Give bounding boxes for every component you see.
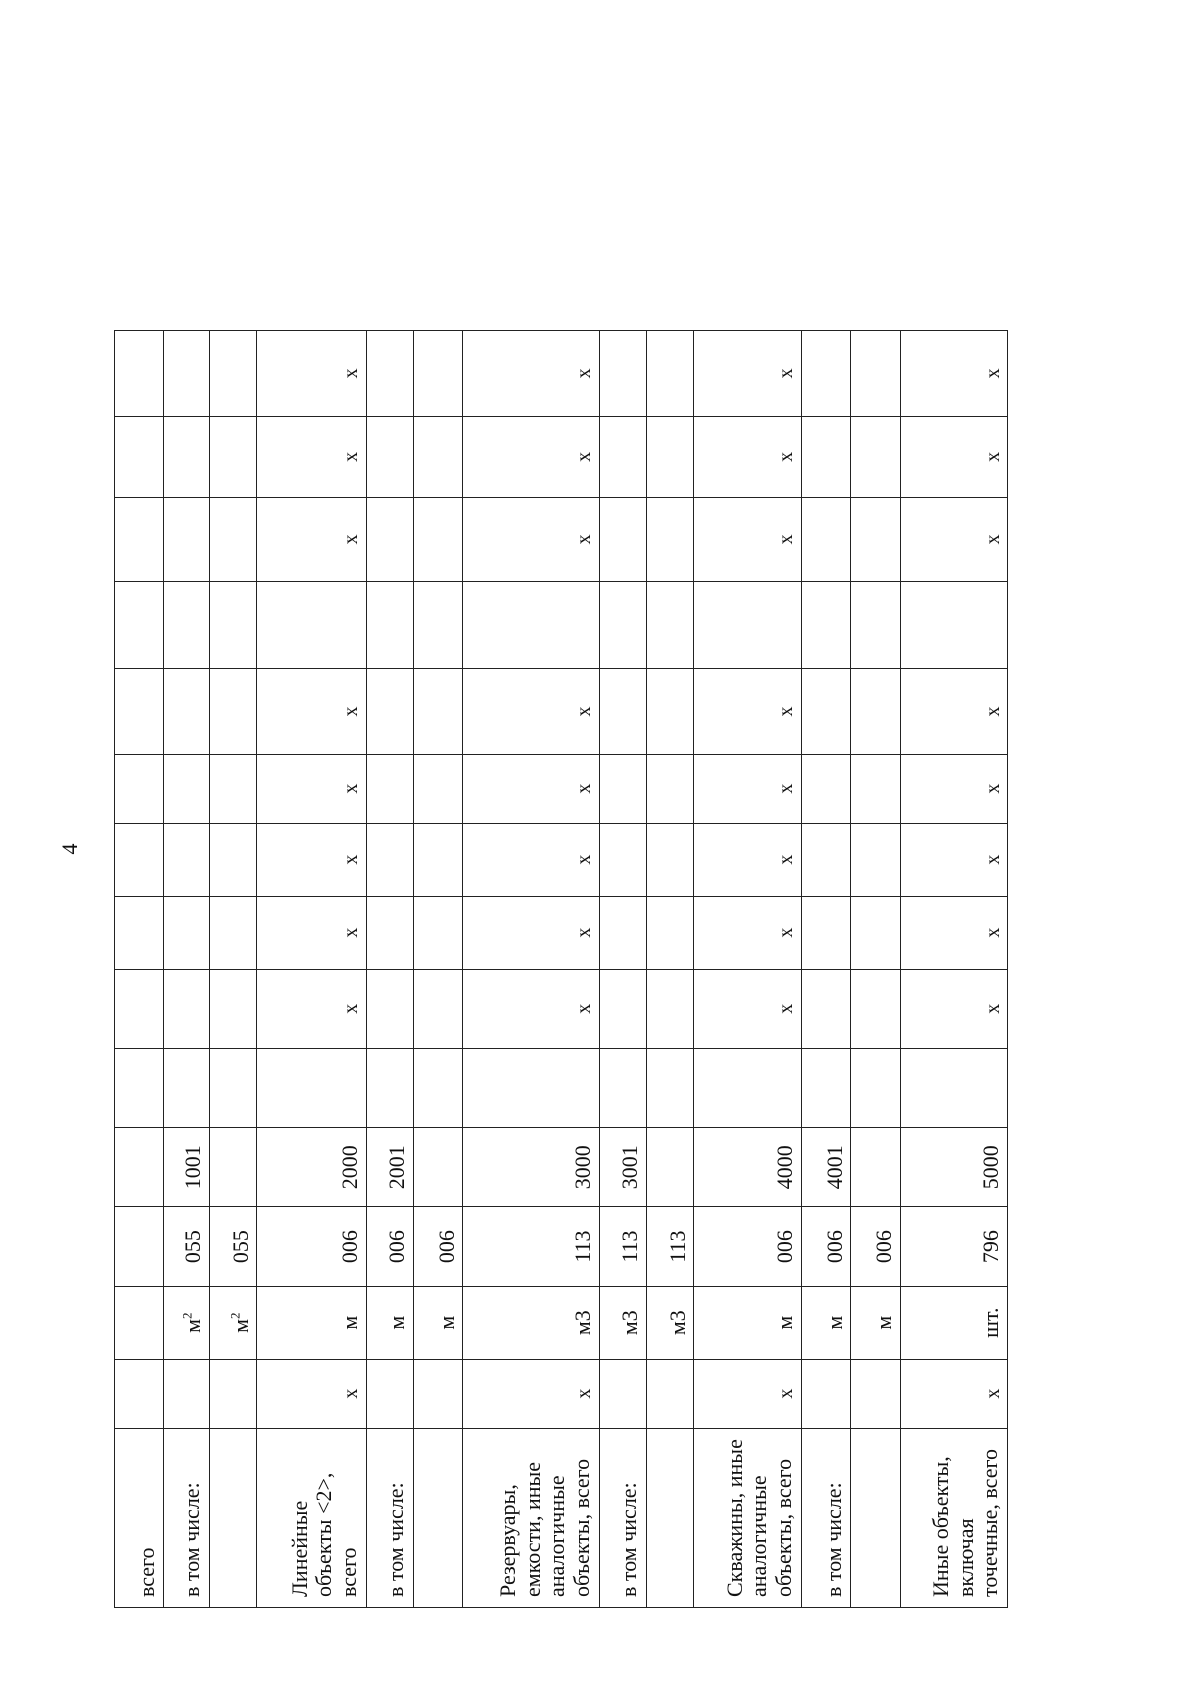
table-row bbox=[647, 331, 694, 1608]
unit-cell bbox=[115, 1286, 164, 1359]
data-cell bbox=[115, 969, 164, 1048]
data-cell bbox=[413, 581, 462, 669]
row-code-cell: 2001 bbox=[366, 1128, 413, 1207]
data-cell bbox=[851, 896, 900, 969]
table-row bbox=[257, 331, 366, 1608]
data-cell bbox=[257, 1048, 366, 1127]
unit-code-cell: 006 bbox=[694, 1207, 801, 1286]
data-cell: x bbox=[257, 416, 366, 497]
data-cell bbox=[366, 754, 413, 823]
data-cell: x bbox=[694, 754, 801, 823]
row-code-cell: 4001 bbox=[801, 1128, 850, 1207]
data-cell: x bbox=[694, 498, 801, 581]
row-label-cell: в том числе: bbox=[801, 1428, 850, 1607]
rotated-table-container bbox=[114, 330, 1008, 1608]
row-label-cell: Иные объекты, включая точечные, всего bbox=[900, 1428, 1007, 1607]
unit-cell bbox=[801, 1286, 850, 1359]
row-label-cell bbox=[647, 1428, 694, 1607]
data-cell: x bbox=[900, 498, 1007, 581]
data-cell bbox=[647, 1048, 694, 1127]
data-cell: x bbox=[257, 823, 366, 896]
unit-cell bbox=[851, 1286, 900, 1359]
unit-cell bbox=[900, 1286, 1007, 1359]
data-cell bbox=[463, 1048, 599, 1127]
data-cell bbox=[801, 416, 850, 497]
data-cell bbox=[851, 754, 900, 823]
data-cell bbox=[647, 331, 694, 417]
data-cell bbox=[209, 669, 256, 755]
row-label-cell: Скважины, иные аналогичные объекты, всего bbox=[694, 1428, 801, 1607]
data-cell bbox=[366, 1048, 413, 1127]
data-cell: x bbox=[694, 416, 801, 497]
data-cell bbox=[115, 416, 164, 497]
table-body bbox=[115, 331, 1008, 1608]
unit-code-cell bbox=[115, 1207, 164, 1286]
objects-table bbox=[114, 330, 1008, 1608]
data-cell bbox=[801, 1048, 850, 1127]
data-cell bbox=[366, 498, 413, 581]
data-cell: x bbox=[463, 754, 599, 823]
data-cell bbox=[413, 754, 462, 823]
unit-code-cell: 055 bbox=[164, 1207, 209, 1286]
data-cell: x bbox=[900, 969, 1007, 1048]
data-cell bbox=[851, 969, 900, 1048]
data-cell: x bbox=[257, 896, 366, 969]
data-cell bbox=[366, 669, 413, 755]
data-cell bbox=[115, 896, 164, 969]
data-cell bbox=[164, 416, 209, 497]
row-label-cell bbox=[851, 1428, 900, 1607]
data-cell bbox=[115, 331, 164, 417]
data-cell bbox=[413, 669, 462, 755]
data-cell bbox=[164, 896, 209, 969]
unit-code-cell: 006 bbox=[366, 1207, 413, 1286]
col2-cell bbox=[801, 1359, 850, 1428]
data-cell bbox=[599, 1048, 646, 1127]
unit-code-cell: 006 bbox=[413, 1207, 462, 1286]
data-cell bbox=[801, 754, 850, 823]
unit-text: м bbox=[227, 1319, 253, 1333]
unit-text: м bbox=[871, 1315, 896, 1330]
data-cell: x bbox=[900, 823, 1007, 896]
data-cell bbox=[851, 669, 900, 755]
col2-cell: x bbox=[694, 1359, 801, 1428]
unit-code-cell: 113 bbox=[463, 1207, 599, 1286]
data-cell bbox=[900, 1048, 1007, 1127]
data-cell bbox=[164, 1048, 209, 1127]
data-cell bbox=[115, 823, 164, 896]
data-cell bbox=[209, 331, 256, 417]
unit-cell bbox=[463, 1286, 599, 1359]
table-row bbox=[209, 331, 256, 1608]
data-cell bbox=[115, 498, 164, 581]
data-cell: x bbox=[694, 969, 801, 1048]
data-cell: x bbox=[463, 331, 599, 417]
data-cell bbox=[413, 823, 462, 896]
row-label-cell bbox=[209, 1428, 256, 1607]
data-cell bbox=[694, 1048, 801, 1127]
data-cell: x bbox=[463, 969, 599, 1048]
row-label-cell bbox=[413, 1428, 462, 1607]
col2-cell bbox=[164, 1359, 209, 1428]
data-cell bbox=[366, 416, 413, 497]
row-code-cell bbox=[647, 1128, 694, 1207]
row-code-cell: 3000 bbox=[463, 1128, 599, 1207]
data-cell bbox=[647, 969, 694, 1048]
unit-cell bbox=[209, 1286, 256, 1359]
data-cell bbox=[115, 754, 164, 823]
data-cell bbox=[413, 969, 462, 1048]
data-cell bbox=[209, 754, 256, 823]
col2-cell bbox=[115, 1359, 164, 1428]
unit-code-cell: 796 bbox=[900, 1207, 1007, 1286]
data-cell: x bbox=[900, 896, 1007, 969]
table-row bbox=[851, 331, 900, 1608]
data-cell bbox=[599, 669, 646, 755]
data-cell bbox=[413, 498, 462, 581]
data-cell bbox=[413, 1048, 462, 1127]
unit-code-cell: 006 bbox=[257, 1207, 366, 1286]
data-cell: x bbox=[463, 896, 599, 969]
unit-superscript: 2 bbox=[179, 1312, 195, 1319]
data-cell bbox=[257, 581, 366, 669]
data-cell bbox=[413, 896, 462, 969]
data-cell bbox=[647, 498, 694, 581]
data-cell bbox=[801, 581, 850, 669]
unit-superscript: 2 bbox=[227, 1312, 243, 1319]
unit-cell bbox=[694, 1286, 801, 1359]
data-cell: x bbox=[257, 754, 366, 823]
unit-text: м3 bbox=[569, 1310, 595, 1336]
unit-text: шт. bbox=[978, 1307, 1004, 1338]
table-row bbox=[366, 331, 413, 1608]
data-cell: x bbox=[257, 498, 366, 581]
data-cell bbox=[115, 669, 164, 755]
data-cell: x bbox=[900, 416, 1007, 497]
row-label-cell: Резервуары, емкости, иные аналогичные объекты, всего bbox=[463, 1428, 599, 1607]
data-cell bbox=[164, 669, 209, 755]
unit-text: м bbox=[336, 1315, 362, 1330]
col2-cell bbox=[209, 1359, 256, 1428]
data-cell: x bbox=[900, 331, 1007, 417]
data-cell bbox=[164, 823, 209, 896]
data-cell bbox=[115, 581, 164, 669]
table-row bbox=[599, 331, 646, 1608]
unit-code-cell: 113 bbox=[599, 1207, 646, 1286]
data-cell bbox=[164, 581, 209, 669]
row-code-cell bbox=[209, 1128, 256, 1207]
col2-cell bbox=[366, 1359, 413, 1428]
data-cell bbox=[366, 823, 413, 896]
table-row bbox=[115, 331, 164, 1608]
page-number: 4 bbox=[57, 843, 82, 855]
data-cell bbox=[115, 1048, 164, 1127]
row-code-cell: 2000 bbox=[257, 1128, 366, 1207]
data-cell bbox=[647, 669, 694, 755]
row-code-cell: 5000 bbox=[900, 1128, 1007, 1207]
unit-text: м3 bbox=[617, 1310, 643, 1336]
unit-code-cell: 113 bbox=[647, 1207, 694, 1286]
data-cell: x bbox=[257, 331, 366, 417]
data-cell bbox=[209, 1048, 256, 1127]
data-cell bbox=[647, 416, 694, 497]
data-cell bbox=[164, 331, 209, 417]
data-cell bbox=[209, 581, 256, 669]
data-cell bbox=[209, 896, 256, 969]
unit-text: м bbox=[384, 1315, 410, 1330]
data-cell: x bbox=[694, 331, 801, 417]
data-cell bbox=[209, 969, 256, 1048]
col2-cell: x bbox=[463, 1359, 599, 1428]
data-cell: x bbox=[694, 669, 801, 755]
data-cell: x bbox=[900, 754, 1007, 823]
row-code-cell bbox=[851, 1128, 900, 1207]
col2-cell: x bbox=[900, 1359, 1007, 1428]
data-cell bbox=[647, 581, 694, 669]
row-label-cell: всего bbox=[115, 1428, 164, 1607]
data-cell bbox=[599, 416, 646, 497]
data-cell: x bbox=[257, 969, 366, 1048]
data-cell bbox=[413, 331, 462, 417]
row-label-cell: в том числе: bbox=[366, 1428, 413, 1607]
data-cell bbox=[599, 823, 646, 896]
data-cell: x bbox=[463, 416, 599, 497]
data-cell bbox=[647, 754, 694, 823]
data-cell bbox=[599, 498, 646, 581]
data-cell bbox=[209, 416, 256, 497]
data-cell bbox=[599, 581, 646, 669]
col2-cell bbox=[851, 1359, 900, 1428]
data-cell bbox=[209, 823, 256, 896]
unit-cell bbox=[164, 1286, 209, 1359]
data-cell bbox=[366, 969, 413, 1048]
row-code-cell bbox=[115, 1128, 164, 1207]
data-cell: x bbox=[257, 669, 366, 755]
data-cell bbox=[366, 331, 413, 417]
row-code-cell bbox=[413, 1128, 462, 1207]
data-cell bbox=[413, 416, 462, 497]
col2-cell: x bbox=[257, 1359, 366, 1428]
data-cell bbox=[851, 1048, 900, 1127]
col2-cell bbox=[599, 1359, 646, 1428]
table-row bbox=[463, 331, 599, 1608]
data-cell bbox=[164, 754, 209, 823]
data-cell bbox=[801, 331, 850, 417]
unit-text: м bbox=[180, 1319, 206, 1333]
data-cell bbox=[463, 581, 599, 669]
data-cell bbox=[900, 581, 1007, 669]
data-cell bbox=[801, 669, 850, 755]
unit-text: м bbox=[772, 1315, 798, 1330]
table-row bbox=[164, 331, 209, 1608]
data-cell bbox=[366, 896, 413, 969]
data-cell: x bbox=[463, 823, 599, 896]
data-cell bbox=[851, 823, 900, 896]
data-cell bbox=[647, 823, 694, 896]
data-cell bbox=[801, 896, 850, 969]
col2-cell bbox=[647, 1359, 694, 1428]
table-row bbox=[900, 331, 1007, 1608]
data-cell bbox=[366, 581, 413, 669]
row-code-cell: 4000 bbox=[694, 1128, 801, 1207]
row-label-cell: в том числе: bbox=[164, 1428, 209, 1607]
data-cell bbox=[851, 581, 900, 669]
table-row bbox=[413, 331, 462, 1608]
data-cell bbox=[164, 498, 209, 581]
data-cell: x bbox=[694, 896, 801, 969]
data-cell bbox=[599, 969, 646, 1048]
row-label-cell: Линейные объекты <2>, всего bbox=[257, 1428, 366, 1607]
unit-cell bbox=[647, 1286, 694, 1359]
row-label-cell: в том числе: bbox=[599, 1428, 646, 1607]
data-cell bbox=[851, 498, 900, 581]
data-cell bbox=[209, 498, 256, 581]
row-code-cell: 3001 bbox=[599, 1128, 646, 1207]
table-row bbox=[801, 331, 850, 1608]
row-code-cell: 1001 bbox=[164, 1128, 209, 1207]
data-cell bbox=[694, 581, 801, 669]
data-cell bbox=[851, 331, 900, 417]
data-cell bbox=[599, 754, 646, 823]
unit-cell bbox=[599, 1286, 646, 1359]
unit-cell bbox=[413, 1286, 462, 1359]
data-cell bbox=[647, 896, 694, 969]
data-cell bbox=[801, 498, 850, 581]
data-cell bbox=[801, 823, 850, 896]
data-cell bbox=[599, 896, 646, 969]
data-cell: x bbox=[463, 498, 599, 581]
data-cell bbox=[801, 969, 850, 1048]
data-cell bbox=[599, 331, 646, 417]
unit-cell bbox=[366, 1286, 413, 1359]
data-cell bbox=[851, 416, 900, 497]
unit-code-cell: 055 bbox=[209, 1207, 256, 1286]
unit-text: м3 bbox=[664, 1310, 690, 1336]
data-cell bbox=[164, 969, 209, 1048]
unit-text: м bbox=[821, 1315, 847, 1330]
unit-code-cell: 006 bbox=[851, 1207, 900, 1286]
col2-cell bbox=[413, 1359, 462, 1428]
data-cell: x bbox=[694, 823, 801, 896]
data-cell: x bbox=[900, 669, 1007, 755]
unit-code-cell: 006 bbox=[801, 1207, 850, 1286]
table-row bbox=[694, 331, 801, 1608]
data-cell: x bbox=[463, 669, 599, 755]
unit-cell bbox=[257, 1286, 366, 1359]
unit-text: м bbox=[433, 1315, 459, 1330]
